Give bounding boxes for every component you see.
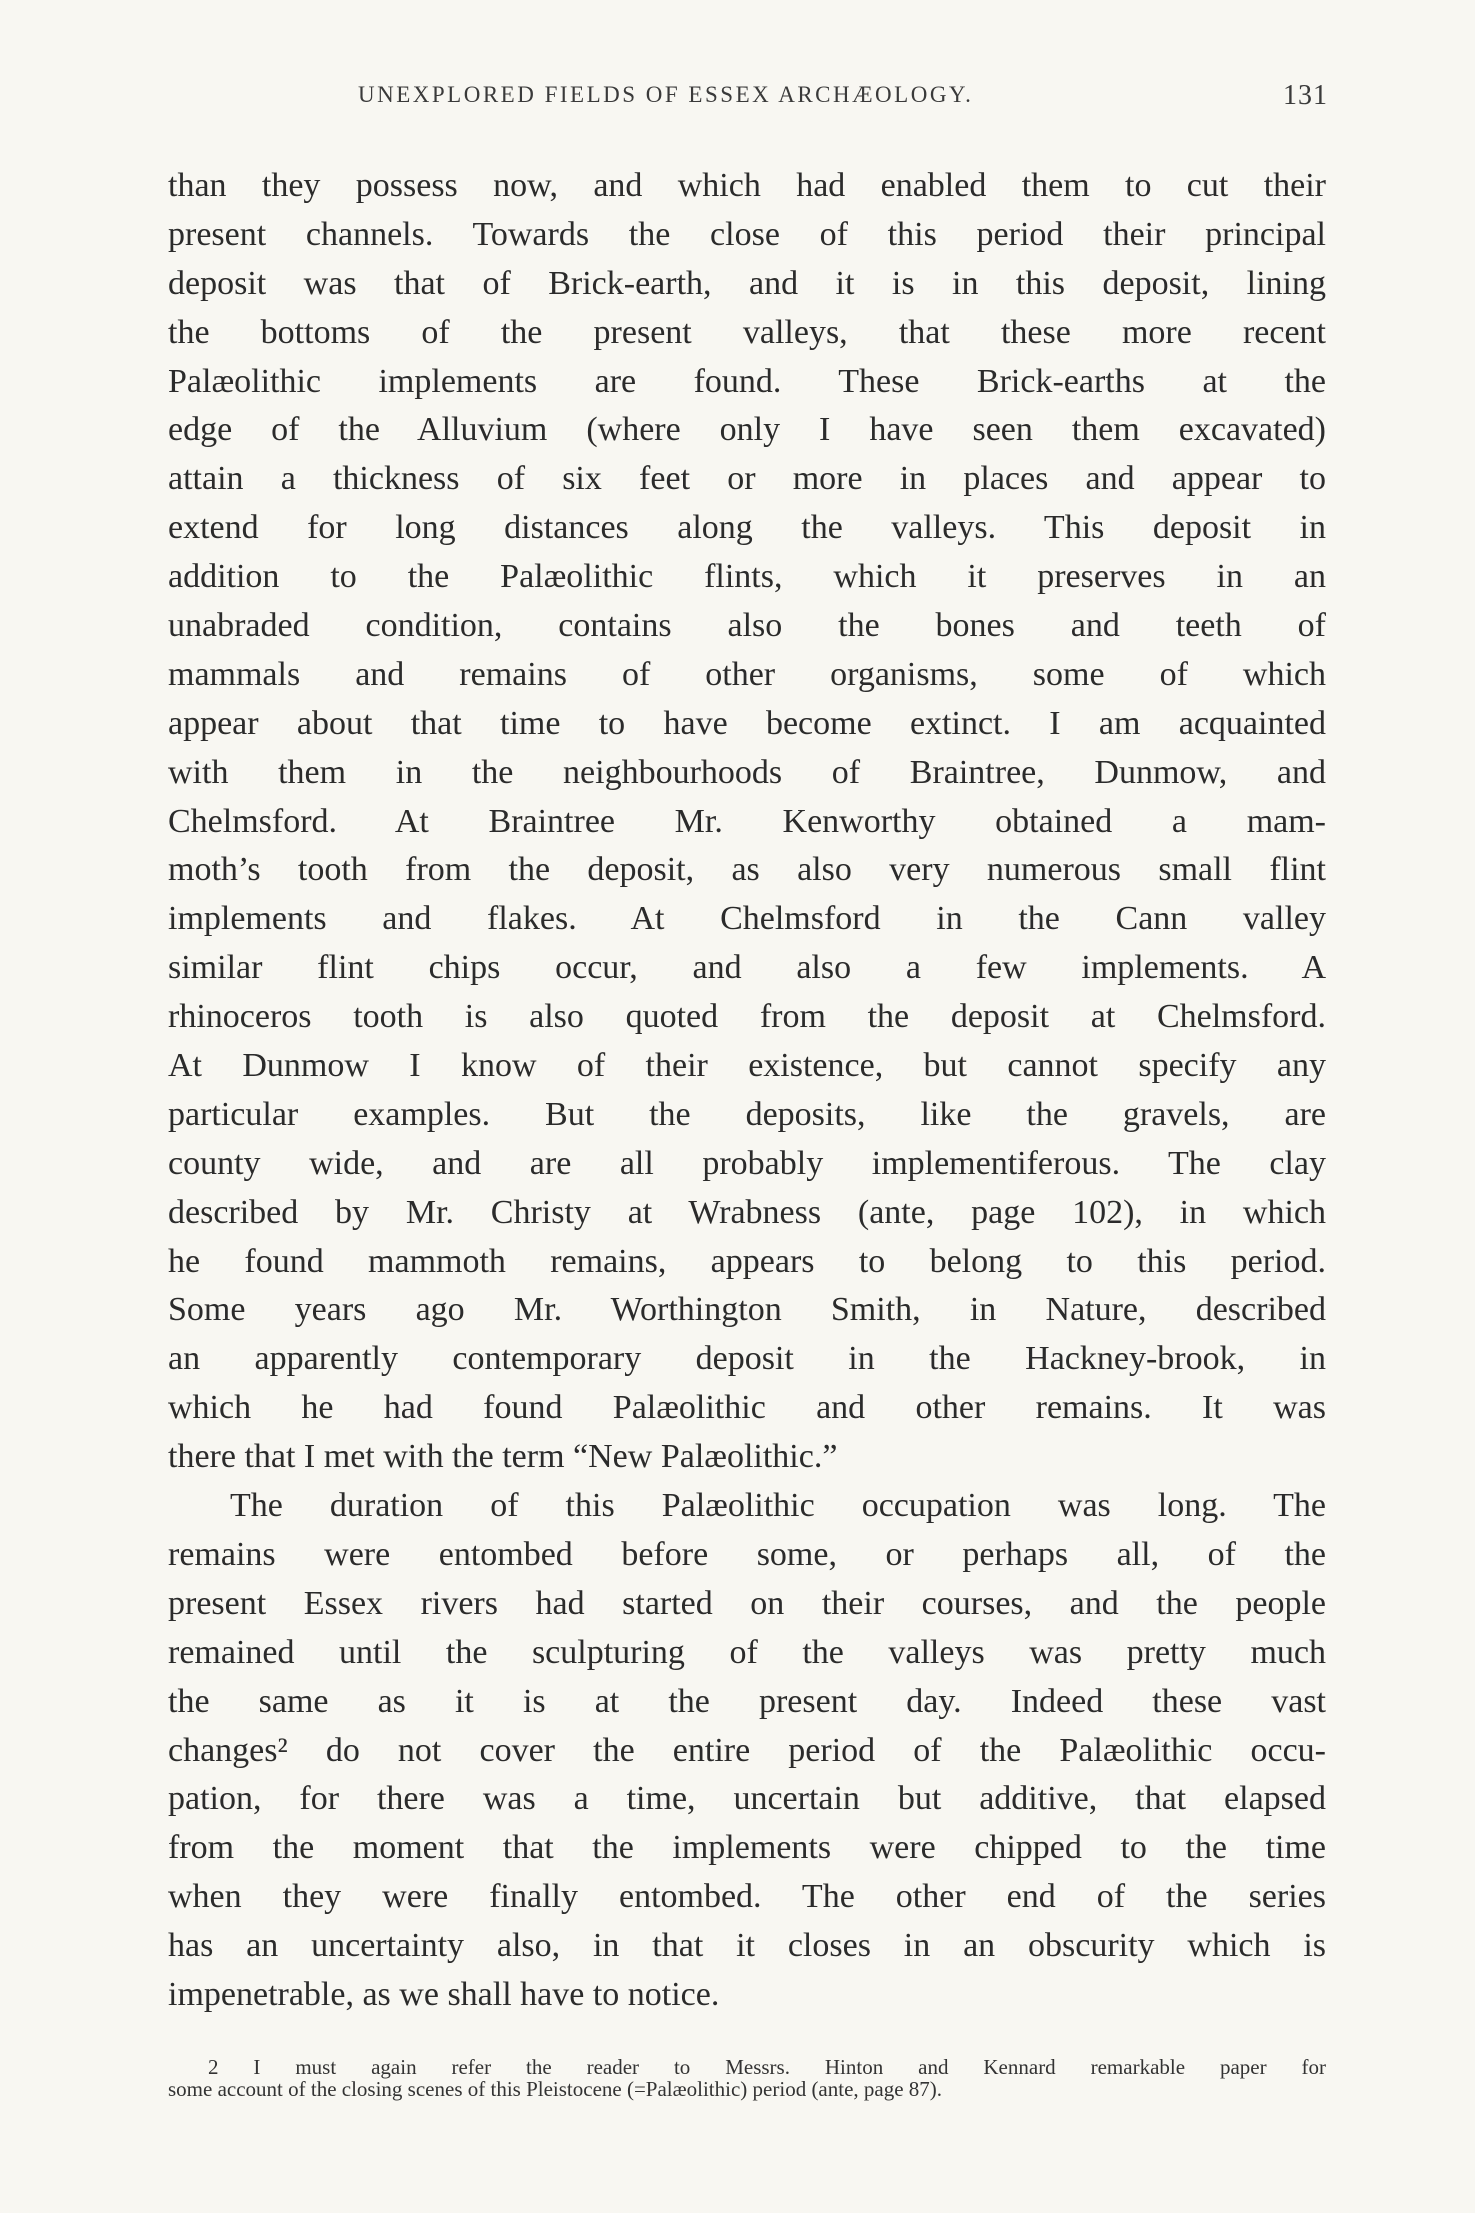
page-number: 131 xyxy=(1283,80,1328,111)
text-line: there that I met with the term “New Palæolithic.” xyxy=(168,1438,838,1476)
text-line: addition to the Palæolithic flints, which it preserves in an xyxy=(168,558,1326,596)
text-line: implements and flakes. At Chelmsford in the Cann valley xyxy=(168,900,1326,938)
text-line: remained until the sculpturing of the valleys was pretty much xyxy=(168,1633,1326,1671)
text-line: county wide, and are all probably implementiferous. The clay xyxy=(168,1144,1326,1182)
text-line: when they were finally entombed. The other end of the series xyxy=(168,1878,1326,1916)
text-line: changes² do not cover the entire period of the Palæolithic occu- xyxy=(168,1731,1326,1769)
text-line: At Dunmow I know of their existence, but cannot specify any xyxy=(168,1047,1326,1085)
text-line: deposit was that of Brick-earth, and it is in this deposit, lining xyxy=(168,264,1326,302)
running-title: UNEXPLORED FIELDS OF ESSEX ARCHÆOLOGY. xyxy=(358,82,974,107)
text-line: present channels. Towards the close of this period their principal xyxy=(168,215,1326,253)
running-head xyxy=(168,82,1328,118)
text-line: he found mammoth remains, appears to belong to this period. xyxy=(168,1242,1326,1280)
text-line: impenetrable, as we shall have to notice. xyxy=(168,1975,720,2013)
text-line: moth’s tooth from the deposit, as also very numerous small flint xyxy=(168,851,1326,889)
text-line: an apparently contemporary deposit in the Hackney-brook, in xyxy=(168,1340,1326,1378)
text-line: attain a thickness of six feet or more in places and appear to xyxy=(168,460,1326,498)
text-line: from the moment that the implements were chipped to the time xyxy=(168,1829,1326,1867)
text-line: present Essex rivers had started on their courses, and the people xyxy=(168,1584,1326,1622)
text-line: appear about that time to have become extinct. I am acquainted xyxy=(168,704,1326,742)
text-line: the bottoms of the present valleys, that these more recent xyxy=(168,313,1326,351)
text-line: the same as it is at the present day. Indeed these vast xyxy=(168,1682,1326,1720)
text-line: which he had found Palæolithic and other remains. It was xyxy=(168,1389,1326,1427)
body-text xyxy=(168,162,1326,2020)
text-line: mammals and remains of other organisms, some of which xyxy=(168,655,1326,693)
text-line: described by Mr. Christy at Wrabness (ante, page 102), in which xyxy=(168,1193,1326,1231)
footnote-line: some account of the closing scenes of this Pleistocene (=Palæolithic) period (ante, page 87). xyxy=(168,2077,943,2101)
text-line: has an uncertainty also, in that it closes in an obscurity which is xyxy=(168,1927,1326,1965)
text-line: Palæolithic implements are found. These Brick-earths at the xyxy=(168,362,1326,400)
text-line: extend for long distances along the valleys. This deposit in xyxy=(168,509,1326,547)
text-line: than they possess now, and which had enabled them to cut their xyxy=(168,167,1326,204)
text-line: unabraded condition, contains also the bones and teeth of xyxy=(168,607,1326,645)
text-line: edge of the Alluvium (where only I have seen them excavated) xyxy=(168,411,1326,449)
text-line: Chelmsford. At Braintree Mr. Kenworthy obtained a mam- xyxy=(168,802,1326,840)
text-line: Some years ago Mr. Worthington Smith, in Nature, described xyxy=(168,1291,1326,1329)
text-line: pation, for there was a time, uncertain but additive, that elapsed xyxy=(168,1780,1326,1818)
footnote xyxy=(168,2056,1326,2100)
text-line: with them in the neighbourhoods of Braintree, Dunmow, and xyxy=(168,753,1326,791)
text-line: rhinoceros tooth is also quoted from the deposit at Chelmsford. xyxy=(168,998,1326,1036)
text-line: similar flint chips occur, and also a few implements. A xyxy=(168,949,1326,987)
footnote-line: 2 I must again refer the reader to Messrs. Hinton and Kennard remarkable paper for xyxy=(208,2055,1326,2079)
paragraph-start-line: The duration of this Palæolithic occupation was long. The xyxy=(230,1487,1326,1525)
text-line: remains were entombed before some, or perhaps all, of the xyxy=(168,1535,1326,1573)
text-line: particular examples. But the deposits, like the gravels, are xyxy=(168,1095,1326,1133)
